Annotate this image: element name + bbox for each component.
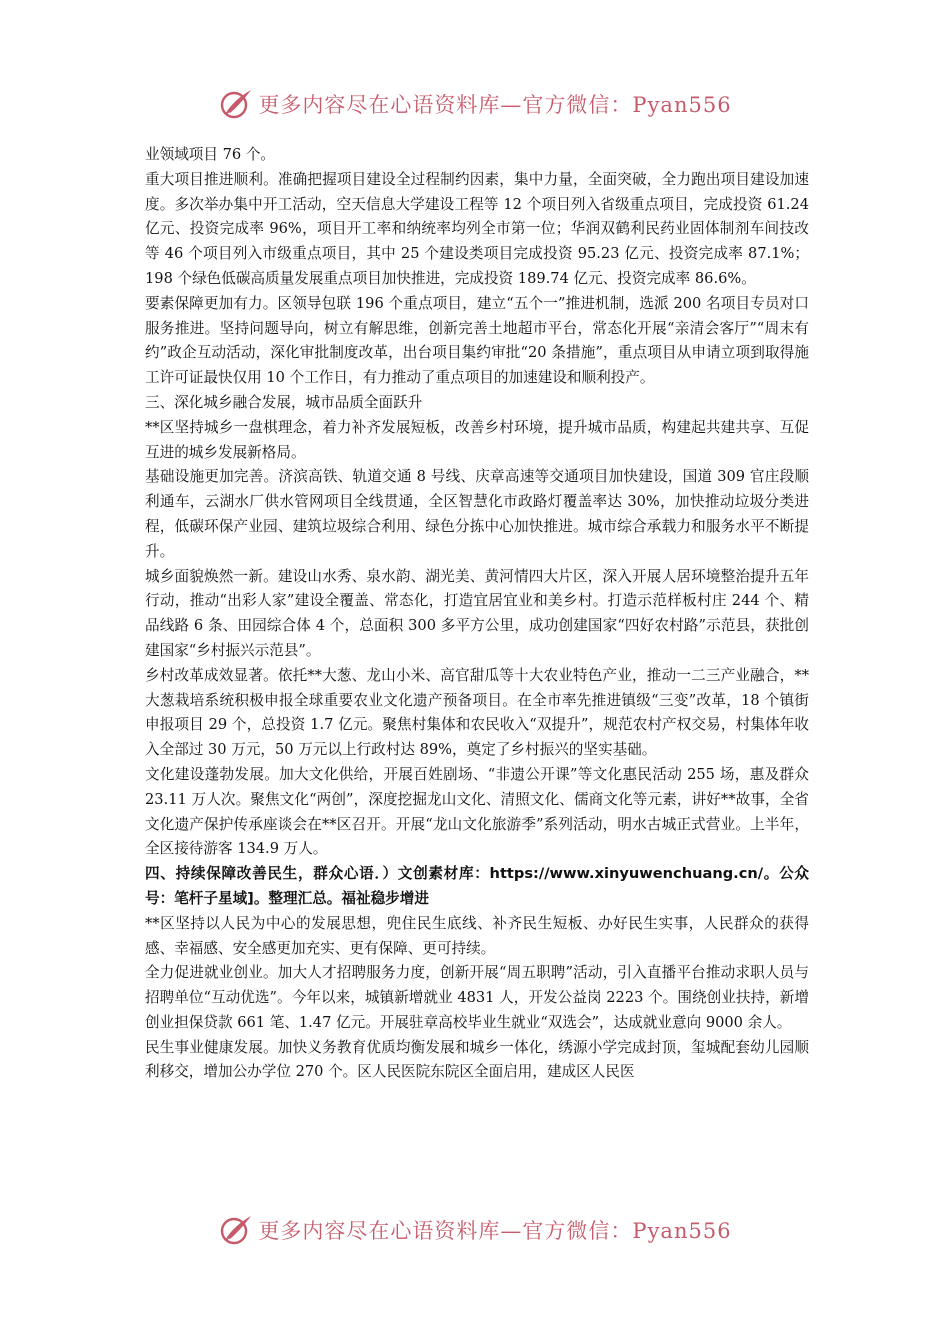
section-heading: 三、深化城乡融合发展，城市品质全面跃升 (145, 393, 423, 411)
watermark-text: 更多内容尽在心语资料库—官方微信：Pyan556 (258, 93, 732, 117)
paragraph: 业领域项目 76 个。 (145, 146, 276, 163)
quill-logo-icon (218, 86, 254, 122)
paragraph: 重大项目推进顺利。准确把握项目建设全过程制约因素，集中力量，全面突破，全力跑出项目建设加速度。多次举办集中开工活动，空天信息大学建设工程等 12 个项目列入省级重点项目，完成投资 61.24 亿元、投资完成率 96%，项目开工率和纳统率均列全市第一位；华润双鹤利民药业固体制剂车间技改等 46 个项目列入市级重点项目，其中 25 个建设类项目完成投资 95.23 亿元、投资完成率 87.1%；198 个绿色低碳高质量发展重点项目加快推进，完成投资 189.74 亿元、投资完成率 86.6%。 (145, 170, 809, 287)
footer-watermark (0, 1208, 950, 1252)
paragraph: 民生事业健康发展。加快义务教育优质均衡发展和城乡一体化，绣源小学完成封顶，玺城配套幼儿园顺利移交，增加公办学位 270 个。区人民医院东院区全面启用，建成区人民医 (145, 1038, 809, 1081)
paragraph: 全力促进就业创业。加大人才招聘服务力度，创新开展“周五职聘”活动，引入直播平台推动求职人员与招聘单位“互动优选”。今年以来，城镇新增就业 4831 人，开发公益岗 2223 个。围绕创业扶持，新增创业担保贷款 661 笔、1.47 亿元。开展驻章高校毕业生就业“双选会”，达成就业意向 9000 余人。 (145, 964, 809, 1031)
paragraph: 基础设施更加完善。济滨高铁、轨道交通 8 号线、庆章高速等交通项目加快建设，国道 309 官庄段顺利通车，云湖水厂供水管网项目全线贯通，全区智慧化市政路灯覆盖率达 30%，加快推动垃圾分类进程，低碳环保产业园、建筑垃圾综合利用、绿色分拣中心加快推进。城市综合承载力和服务水平不断提升。 (145, 468, 809, 560)
quill-logo-icon (218, 1212, 254, 1248)
paragraph: **区坚持城乡一盘棋理念，着力补齐发展短板，改善乡村环境，提升城市品质，构建起共建共享、互促互进的城乡发展新格局。 (145, 418, 809, 461)
header-watermark (0, 82, 950, 126)
paragraph: 乡村改革成效显著。依托**大葱、龙山小米、高官甜瓜等十大农业特色产业，推动一二三产业融合，**大葱栽培系统积极申报全球重要农业文化遗产预备项目。在全市率先推进镇级“三变”改革，18 个镇街申报项目 29 个，总投资 1.7 亿元。聚焦村集体和农民收入“双提升”，规范农村产权交易，村集体年收入全部过 30 万元，50 万元以上行政村达 89%，奠定了乡村振兴的坚实基础。 (145, 666, 809, 759)
paragraph: 城乡面貌焕然一新。建设山水秀、泉水韵、湖光美、黄河情四大片区，深入开展人居环境整治提升五年行动，推动“出彩人家”建设全覆盖、常态化，打造宜居宜业和美乡村。打造示范样板村庄 244 个、精品线路 6 条、田园综合体 4 个，总面积 300 多平方公里，成功创建国家“四好农村路”示范县，获批创建国家“乡村振兴示范县”。 (145, 567, 809, 659)
paragraph: 文化建设蓬勃发展。加大文化供给，开展百姓剧场、“非遗公开课”等文化惠民活动 255 场，惠及群众 23.11 万人次。聚焦文化“两创”，深度挖掘龙山文化、清照文化、儒商文化等元素，讲好**故事，全省文化遗产保护传承座谈会在**区召开。开展“龙山文化旅游季”系列活动，明水古城正式营业。上半年，全区接待游客 134.9 万人。 (145, 765, 809, 858)
paragraph: 要素保障更加有力。区领导包联 196 个重点项目，建立“五个一”推进机制，选派 200 名项目专员对口服务推进。坚持问题导向，树立有解思维，创新完善土地超市平台，常态化开展“亲清会客厅”“周末有约”政企互动活动，深化审批制度改革，出台项目集约审批“20 条措施”，重点项目从申请立项到取得施工许可证最快仅用 10 个工作日，有力推动了重点项目的加速建设和顺利投产。 (145, 294, 809, 387)
paragraph: **区坚持以人民为中心的发展思想，兜住民生底线、补齐民生短板、办好民生实事，人民群众的获得感、幸福感、安全感更加充实、更有保障、更可持续。 (145, 914, 809, 957)
section-heading: 四、持续保障改善民生，群众心语．）文创素材库：https://www.xinyuwenchuang.cn/。公众号：笔杆子星域]。整理汇总。福祉稳步增进 (145, 865, 809, 907)
watermark-text: 更多内容尽在心语资料库—官方微信：Pyan556 (258, 1219, 732, 1243)
document-body (145, 143, 809, 1085)
